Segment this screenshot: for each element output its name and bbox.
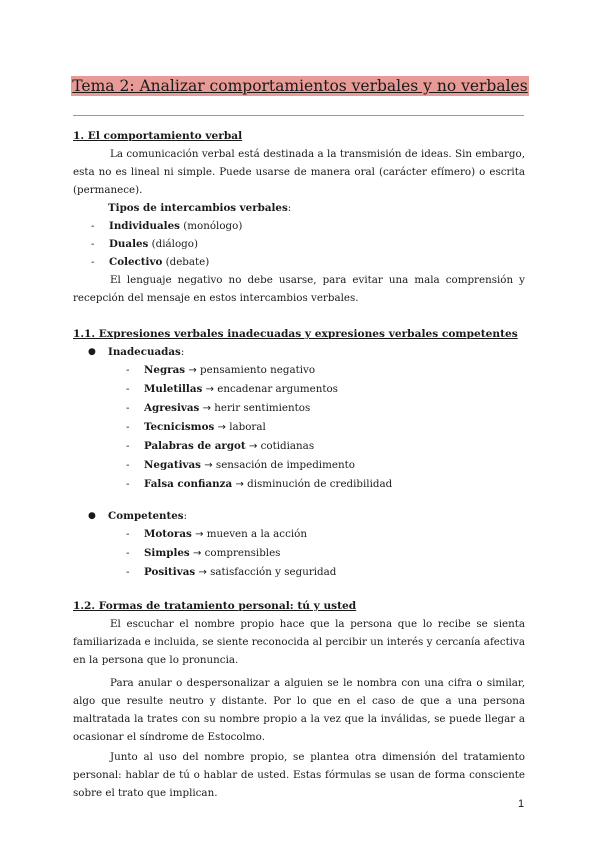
dash-marker: - (126, 459, 130, 471)
item-term: Falsa confianza (144, 478, 233, 490)
section-1-1-heading: 1.1. Expresiones verbales inadecuadas y expresiones verbales competentes (73, 328, 518, 340)
list-item (73, 525, 525, 544)
dash-marker: - (126, 421, 130, 433)
dash-marker: - (126, 440, 130, 452)
section-1-heading: 1. El comportamiento verbal (73, 130, 243, 142)
item-term: Negativas (144, 459, 201, 471)
arrow-icon: → (235, 479, 244, 490)
arrow-icon: → (198, 567, 207, 578)
item-term: Positivas (144, 566, 196, 578)
item-term: Individuales (109, 220, 180, 232)
arrow-icon: → (195, 529, 204, 540)
list-item (73, 418, 525, 437)
dash-marker: - (126, 383, 130, 395)
list-item (73, 361, 525, 380)
label-colon: : (180, 346, 185, 358)
item-desc: mueven a la acción (206, 528, 307, 540)
dash-marker: - (126, 547, 130, 559)
item-term: Muletillas (144, 383, 203, 395)
arrow-icon: → (248, 441, 258, 452)
item-term: Tecnicismos (144, 421, 215, 433)
dash-marker: - (91, 256, 95, 268)
dash-marker: - (126, 566, 130, 578)
bullet-icon: ● (88, 347, 96, 357)
section-1-paragraph: La comunicación verbal está destinada a la transmisión de ideas. Sin embargo, esta no es lineal ni simple. Puede usarse de manera oral (carácter efímero) o escrita (permanece). (73, 148, 525, 196)
competentes-label: Competentes (108, 510, 184, 522)
bullet-icon: ● (88, 511, 96, 521)
arrow-icon: → (204, 460, 213, 471)
dash-marker: - (126, 402, 130, 414)
title-divider (73, 115, 524, 116)
item-desc: disminución de credibilidad (247, 478, 393, 490)
item-desc: comprensibles (204, 547, 281, 559)
competentes-bullet (73, 507, 525, 525)
list-item (38, 235, 525, 253)
inadecuadas-list (73, 361, 525, 494)
list-item (73, 475, 525, 494)
item-term: Agresivas (144, 402, 200, 414)
types-colon: : (287, 202, 292, 214)
item-desc: laboral (229, 421, 266, 433)
label-colon: : (183, 510, 188, 522)
dash-marker: - (91, 238, 95, 250)
arrow-icon: → (202, 403, 211, 414)
section-1-paragraph-2: El lenguaje negativo no debe usarse, para evitar una mala comprensión y recepción del mensaje en estos intercambios verbales. (73, 274, 525, 304)
competentes-block (73, 507, 525, 582)
section-1-2-paragraph-1: El escuchar el nombre propio hace que la persona que lo recibe se sienta familiarizada e incluida, se siente reconocida al percibir un interés y cercanía afectiva en la persona que lo pronuncia. (73, 618, 525, 666)
item-desc: (monólogo) (183, 220, 243, 232)
item-desc: (debate) (165, 256, 210, 268)
item-term: Negras (144, 364, 186, 376)
dash-marker: - (126, 528, 130, 540)
list-item (73, 563, 525, 582)
item-desc: satisfacción y seguridad (210, 566, 337, 578)
item-term: Motoras (144, 528, 192, 540)
list-item (73, 437, 525, 456)
item-desc: pensamiento negativo (200, 364, 316, 376)
section-1-closing (73, 271, 525, 307)
inadecuadas-label: Inadecuadas (108, 346, 181, 358)
competentes-list (73, 525, 525, 582)
arrow-icon: → (205, 384, 214, 395)
item-desc: cotidianas (260, 440, 315, 452)
section-1-2 (73, 597, 525, 802)
item-term: Duales (109, 238, 149, 250)
item-term: Palabras de argot (144, 440, 246, 452)
section-1 (73, 127, 525, 199)
list-item (38, 253, 525, 271)
item-desc: (diálogo) (151, 238, 198, 250)
section-1-1 (73, 325, 525, 494)
types-heading (73, 199, 525, 217)
types-list (38, 217, 525, 271)
list-item (73, 456, 525, 475)
list-item (73, 399, 525, 418)
arrow-icon: → (192, 548, 202, 559)
types-label: Tipos de intercambios verbales (108, 202, 288, 214)
arrow-icon: → (217, 422, 226, 433)
item-term: Simples (144, 547, 190, 559)
item-desc: encadenar argumentos (217, 383, 338, 395)
item-term: Colectivo (109, 256, 163, 268)
item-desc: sensación de impedimento (215, 459, 355, 471)
list-item (73, 380, 525, 399)
section-1-2-paragraph-3: Junto al uso del nombre propio, se plantea otra dimensión del tratamiento personal: hablar de tú o hablar de usted. Estas fórmulas se usan de forma consciente sobre el trato que implican. (73, 751, 525, 799)
section-1-2-heading: 1.2. Formas de tratamiento personal: tú y usted (73, 600, 357, 612)
list-item (38, 217, 525, 235)
title-wrapper (0, 76, 600, 97)
inadecuadas-bullet (73, 343, 525, 361)
item-desc: herir sentimientos (214, 402, 311, 414)
dash-marker: - (126, 478, 130, 490)
section-1-2-paragraph-2: Para anular o despersonalizar a alguien se le nombra con una cifra o similar, algo que resulte neutro y distante. Por lo que en el caso de que a una persona maltratada la trates con su nombre propio a la vez que la inválidas, se puede llegar a ocasionar el síndrome de Estocolmo. (73, 677, 525, 743)
page-number: 1 (518, 798, 525, 810)
dash-marker: - (126, 364, 130, 376)
page-title: Tema 2: Analizar comportamientos verbales y no verbales (72, 77, 528, 95)
arrow-icon: → (188, 365, 197, 376)
list-item (73, 544, 525, 563)
dash-marker: - (91, 220, 95, 232)
verbal-exchange-types (73, 199, 525, 271)
